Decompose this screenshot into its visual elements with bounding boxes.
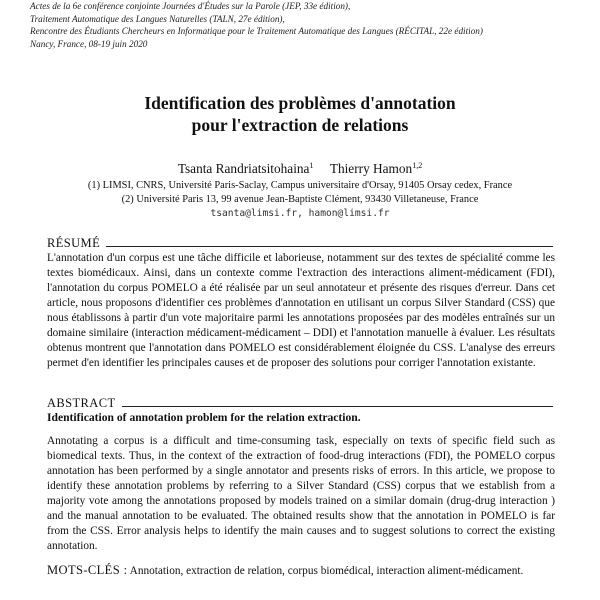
title-line-2: pour l'extraction de relations — [191, 115, 409, 135]
title-line-1: Identification des problèmes d'annotation — [144, 93, 456, 113]
abstract-heading — [47, 396, 553, 410]
author-name: Thierry Hamon — [329, 161, 413, 176]
resume-heading-label: RÉSUMÉ — [47, 236, 101, 250]
resume-heading — [47, 236, 553, 250]
author-affiliation-mark: 1,2 — [412, 161, 423, 170]
abstract-heading-label: ABSTRACT — [47, 396, 116, 410]
keywords-text: Annotation, extraction de relation, corpus biomédical, interaction aliment-médicament. — [129, 565, 524, 577]
affiliation-1: (1) LIMSI, CNRS, Université Paris-Saclay, Campus universitaire d'Orsay, 91405 Orsay cedex, France — [87, 180, 513, 191]
affiliation-2: (2) Université Paris 13, 99 avenue Jean-Baptiste Clément, 93430 Villetaneuse, France — [121, 194, 479, 205]
proceedings-line: Nancy, France, 08-19 juin 2020 — [30, 38, 148, 49]
keywords — [47, 563, 555, 579]
author-emails: tsanta@limsi.fr, hamon@limsi.fr — [210, 208, 390, 219]
author-affiliation-mark: 1 — [309, 161, 314, 170]
section-rule — [122, 406, 554, 407]
proceedings-header — [30, 0, 590, 50]
proceedings-line: Actes de la 6e conférence conjointe Journées d'Études sur la Parole (JEP, 33e édition), — [30, 1, 351, 11]
paper-title — [0, 92, 600, 136]
abstract-subtitle: Identification of annotation problem for the relation extraction. — [47, 411, 361, 424]
proceedings-line: Traitement Automatique des Langues Naturelles (TALN, 27e édition), — [30, 13, 285, 24]
proceedings-line: Rencontre des Étudiants Chercheurs en Informatique pour le Traitement Automatique des Langues (RÉCITAL, 22e édition) — [30, 26, 483, 37]
authors — [0, 161, 600, 177]
resume-text: L'annotation d'un corpus est une tâche difficile et laborieuse, notamment sur des textes de spécialité comme les textes biomédicaux. Ainsi, dans un contexte comme l'extraction des interactions aliment-médicament (FDI), l'annotation du corpus POMELO a été réalisée par un seul annotateur et présente des risques d'erreur. Dans cet article, nous proposons d'identifier ces problèmes d'annotation en utilisant un corpus Silver Standard (CSS) que nous établissons à partir d'un vote majoritaire parmi les annotations proposées par des modèles entraînés sur un domaine similaire (interaction médicament-médicament – DDI) et l'annotation manuelle à évaluer. Les résultats obtenus montrent que l'annotation dans POMELO est considérablement éloignée du CSS. L'analyse des erreurs permet d'en identifier les principales causes et de proposer des solutions pour corriger l'annotation existante. — [47, 252, 555, 369]
abstract-text: Annotating a corpus is a difficult and time-consuming task, especially on texts of specific field such as biomedical texts. Thus, in the context of the extraction of food-drug interactions (FDI), the POMELO corpus annotation has been performed by a single annotator and presents risks of errors. In this article, we propose to identify these annotation problems by referring to a Silver Standard (CSS) corpus that we establish from a majority vote among the annotations proposed by models trained on a similar domain (drug-drug interaction ) and the manual annotation to be evaluated. The obtained results show that the annotation in POMELO is far from the CSS. Error analysis helps to identify the main causes and to suggest solutions to correct the existing annotation. — [47, 435, 555, 552]
keywords-label: MOTS-CLÉS : — [47, 563, 128, 577]
section-rule — [106, 246, 553, 247]
author-name: Tsanta Randriatsitohaina — [177, 161, 310, 176]
